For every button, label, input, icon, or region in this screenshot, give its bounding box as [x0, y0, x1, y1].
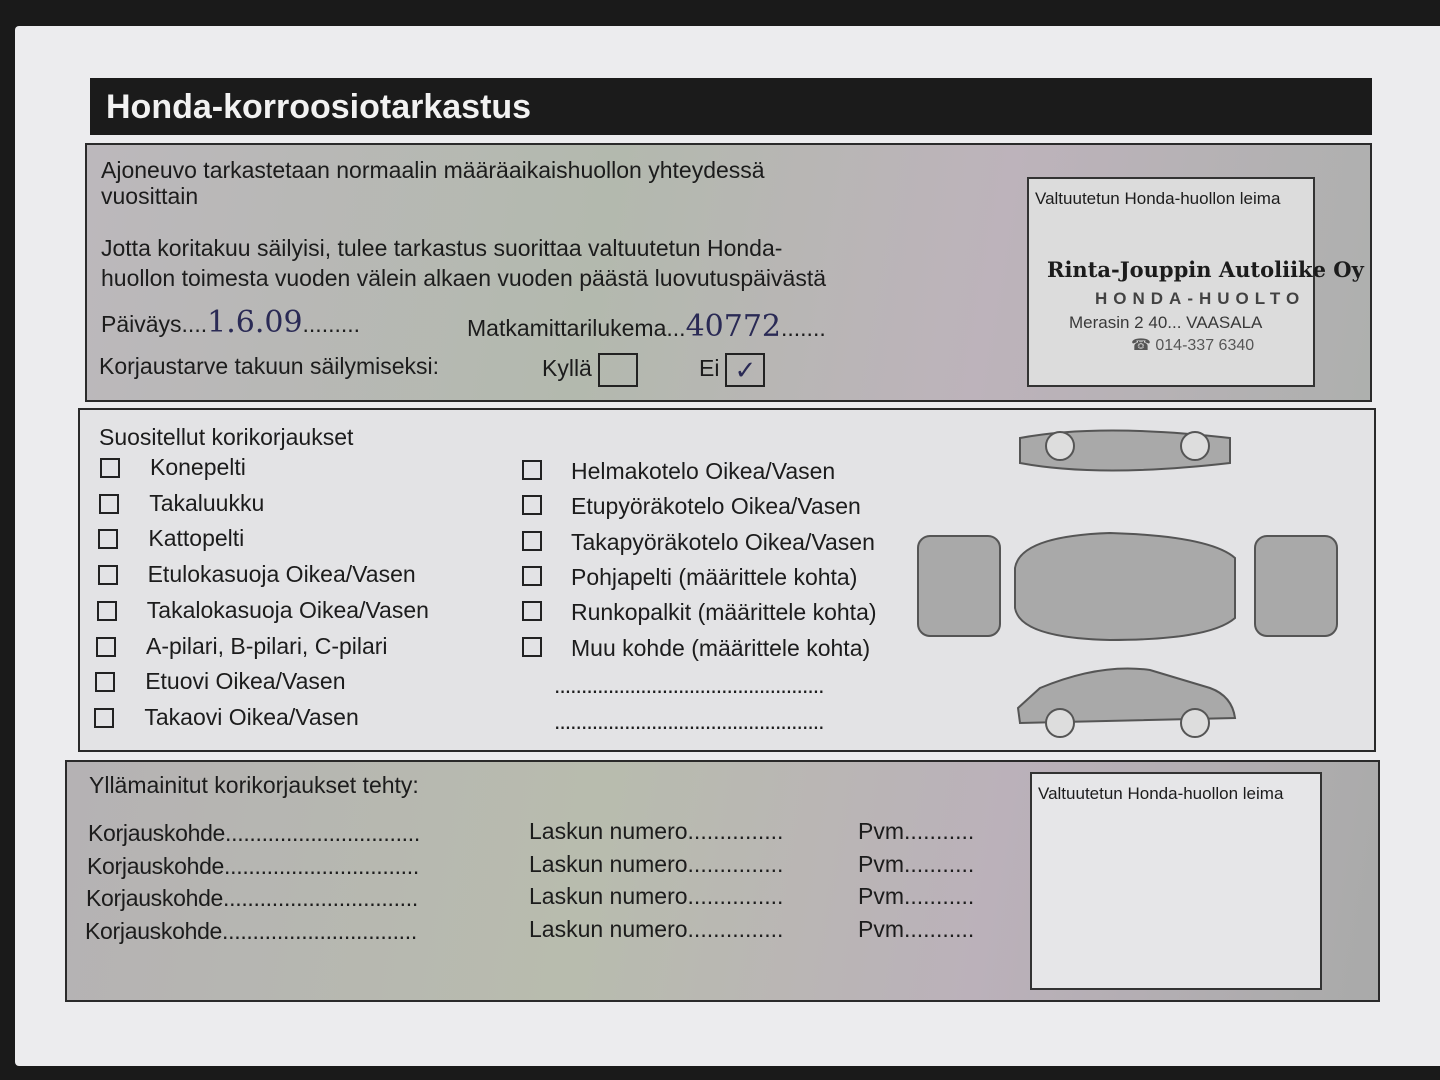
car-front-view-icon — [918, 536, 1000, 636]
odometer-value[interactable]: 40772 — [685, 309, 781, 344]
inspection-section: Ajoneuvo tarkastetaan normaalin määräaikaishuollon yhteydessä vuosittain Jotta koritakuu säilyisi, tulee tarkastus suorittaa valtuutetun Honda- huollon toimesta vuoden välein alkaen vuoden päästä luovutuspäivästä Päiväys....1.6.09......... Matkamittarilukema...40772....... Korjaustarve takuun säilymiseksi: Kyllä Ei ✓ Valtuutetun Honda-huollon leima Rinta-Jouppin Autoliike Oy HONDA-HUOLTO Merasin 2 40... VAASALA ☎ 014-337 6340 — [85, 143, 1372, 402]
invoice-number-field[interactable]: Laskun numero............... — [529, 850, 784, 877]
intro-line: huollon toimesta vuoden välein alkaen vuoden päästä luovutuspäivästä — [101, 265, 827, 291]
repair-item-label: Takapyöräkotelo Oikea/Vasen — [571, 528, 875, 555]
intro-line: Ajoneuvo tarkastetaan normaalin määräaikaishuollon yhteydessä — [101, 157, 765, 183]
repair-item-label: Konepelti — [150, 454, 246, 480]
repair-checkbox[interactable] — [522, 637, 542, 657]
repair-item-label: Takaluukku — [149, 489, 265, 516]
repair-item-label: A-pilari, B-pilari, C-pilari — [146, 632, 388, 659]
car-rear-view-icon — [1255, 536, 1337, 636]
repair-item-label: Etupyöräkotelo Oikea/Vasen — [571, 493, 861, 520]
recommended-title: Suositellut korikorjaukset — [99, 424, 354, 450]
car-roof-view-icon — [1015, 533, 1235, 640]
repair-item-label: Takaovi Oikea/Vasen — [144, 703, 359, 730]
repair-checkbox[interactable] — [522, 566, 542, 586]
repair-item-label: Takalokasuoja Oikea/Vasen — [146, 596, 429, 623]
repair-need-label: Korjaustarve takuun säilymiseksi: — [99, 353, 440, 379]
yes-checkbox[interactable] — [598, 353, 638, 387]
repair-checkbox[interactable] — [95, 672, 115, 692]
intro-line: Jotta koritakuu säilyisi, tulee tarkastus suorittaa valtuutetun Honda- — [101, 235, 783, 261]
repair-checkbox[interactable] — [522, 495, 542, 515]
repair-checkbox[interactable] — [97, 601, 117, 621]
invoice-number-field[interactable]: Laskun numero............... — [529, 883, 784, 909]
date-field[interactable]: Pvm........... — [858, 883, 975, 909]
stamp-phone: ☎ 014-337 6340 — [1131, 337, 1255, 354]
invoice-number-field[interactable]: Laskun numero............... — [529, 915, 784, 942]
no-label: Ei — [699, 355, 720, 382]
repair-checkbox[interactable] — [99, 494, 119, 514]
repair-item-label: Etuovi Oikea/Vasen — [145, 668, 346, 695]
repair-item-label: Kattopelti — [148, 525, 245, 552]
date-value[interactable]: 1.6.09 — [207, 305, 303, 340]
repairs-done-title: Yllämainitut korikorjaukset tehty: — [89, 772, 419, 798]
stamp-label: Valtuutetun Honda-huollon leima — [1038, 784, 1284, 803]
odometer-label: Matkamittarilukema — [467, 315, 667, 341]
dotted-line[interactable]: .................................................. — [554, 672, 824, 698]
repair-checkbox[interactable] — [522, 601, 542, 621]
car-diagrams — [910, 418, 1350, 748]
invoice-number-field[interactable]: Laskun numero............... — [529, 818, 784, 844]
date-field[interactable]: Pvm........... — [858, 818, 975, 844]
recommended-repairs-section — [78, 408, 1376, 752]
repair-checkbox[interactable] — [96, 637, 116, 657]
no-checkbox[interactable]: ✓ — [725, 353, 765, 387]
repair-checkbox[interactable] — [522, 531, 542, 551]
form-title: Honda-korroosiotarkastus — [90, 78, 1372, 135]
stamp-label: Valtuutetun Honda-huollon leima — [1035, 189, 1281, 208]
repair-location-field[interactable]: Korjauskohde................................ — [87, 852, 419, 879]
repair-location-field[interactable]: Korjauskohde................................ — [85, 917, 417, 944]
intro-line: vuosittain — [101, 183, 199, 209]
repair-checkbox[interactable] — [98, 565, 118, 585]
repairs-done-section — [65, 760, 1380, 1002]
repair-item-label: Muu kohde (määrittele kohta) — [571, 634, 871, 661]
repair-checkbox[interactable] — [522, 460, 542, 480]
repair-item-label: Etulokasuoja Oikea/Vasen — [147, 561, 416, 588]
repair-item-label: Runkopalkit (määrittele kohta) — [571, 599, 877, 626]
dealer-stamp-box — [1027, 177, 1364, 387]
repair-checkbox[interactable] — [98, 529, 118, 549]
stamp-brand: HONDA-HUOLTO — [1095, 289, 1306, 308]
dealer-stamp-box-empty — [1030, 772, 1322, 990]
repair-location-field[interactable]: Korjauskohde................................ — [88, 820, 420, 846]
repair-item-label: Pohjapelti (määrittele kohta) — [571, 563, 858, 590]
repair-checkbox[interactable] — [100, 458, 120, 478]
date-label: Päiväys — [101, 311, 182, 337]
repair-item-label: Helmakotelo Oikea/Vasen — [571, 458, 836, 484]
dotted-line[interactable]: .................................................. — [554, 708, 824, 734]
yes-label: Kyllä — [542, 355, 592, 382]
repair-location-field[interactable]: Korjauskohde................................ — [86, 885, 418, 911]
stamp-company: Rinta-Jouppin Autoliike Oy — [1047, 257, 1364, 282]
stamp-address: Merasin 2 40... VAASALA — [1069, 313, 1263, 332]
date-field[interactable]: Pvm........... — [858, 850, 975, 877]
repair-checkbox[interactable] — [94, 708, 114, 728]
date-field[interactable]: Pvm........... — [858, 915, 975, 942]
